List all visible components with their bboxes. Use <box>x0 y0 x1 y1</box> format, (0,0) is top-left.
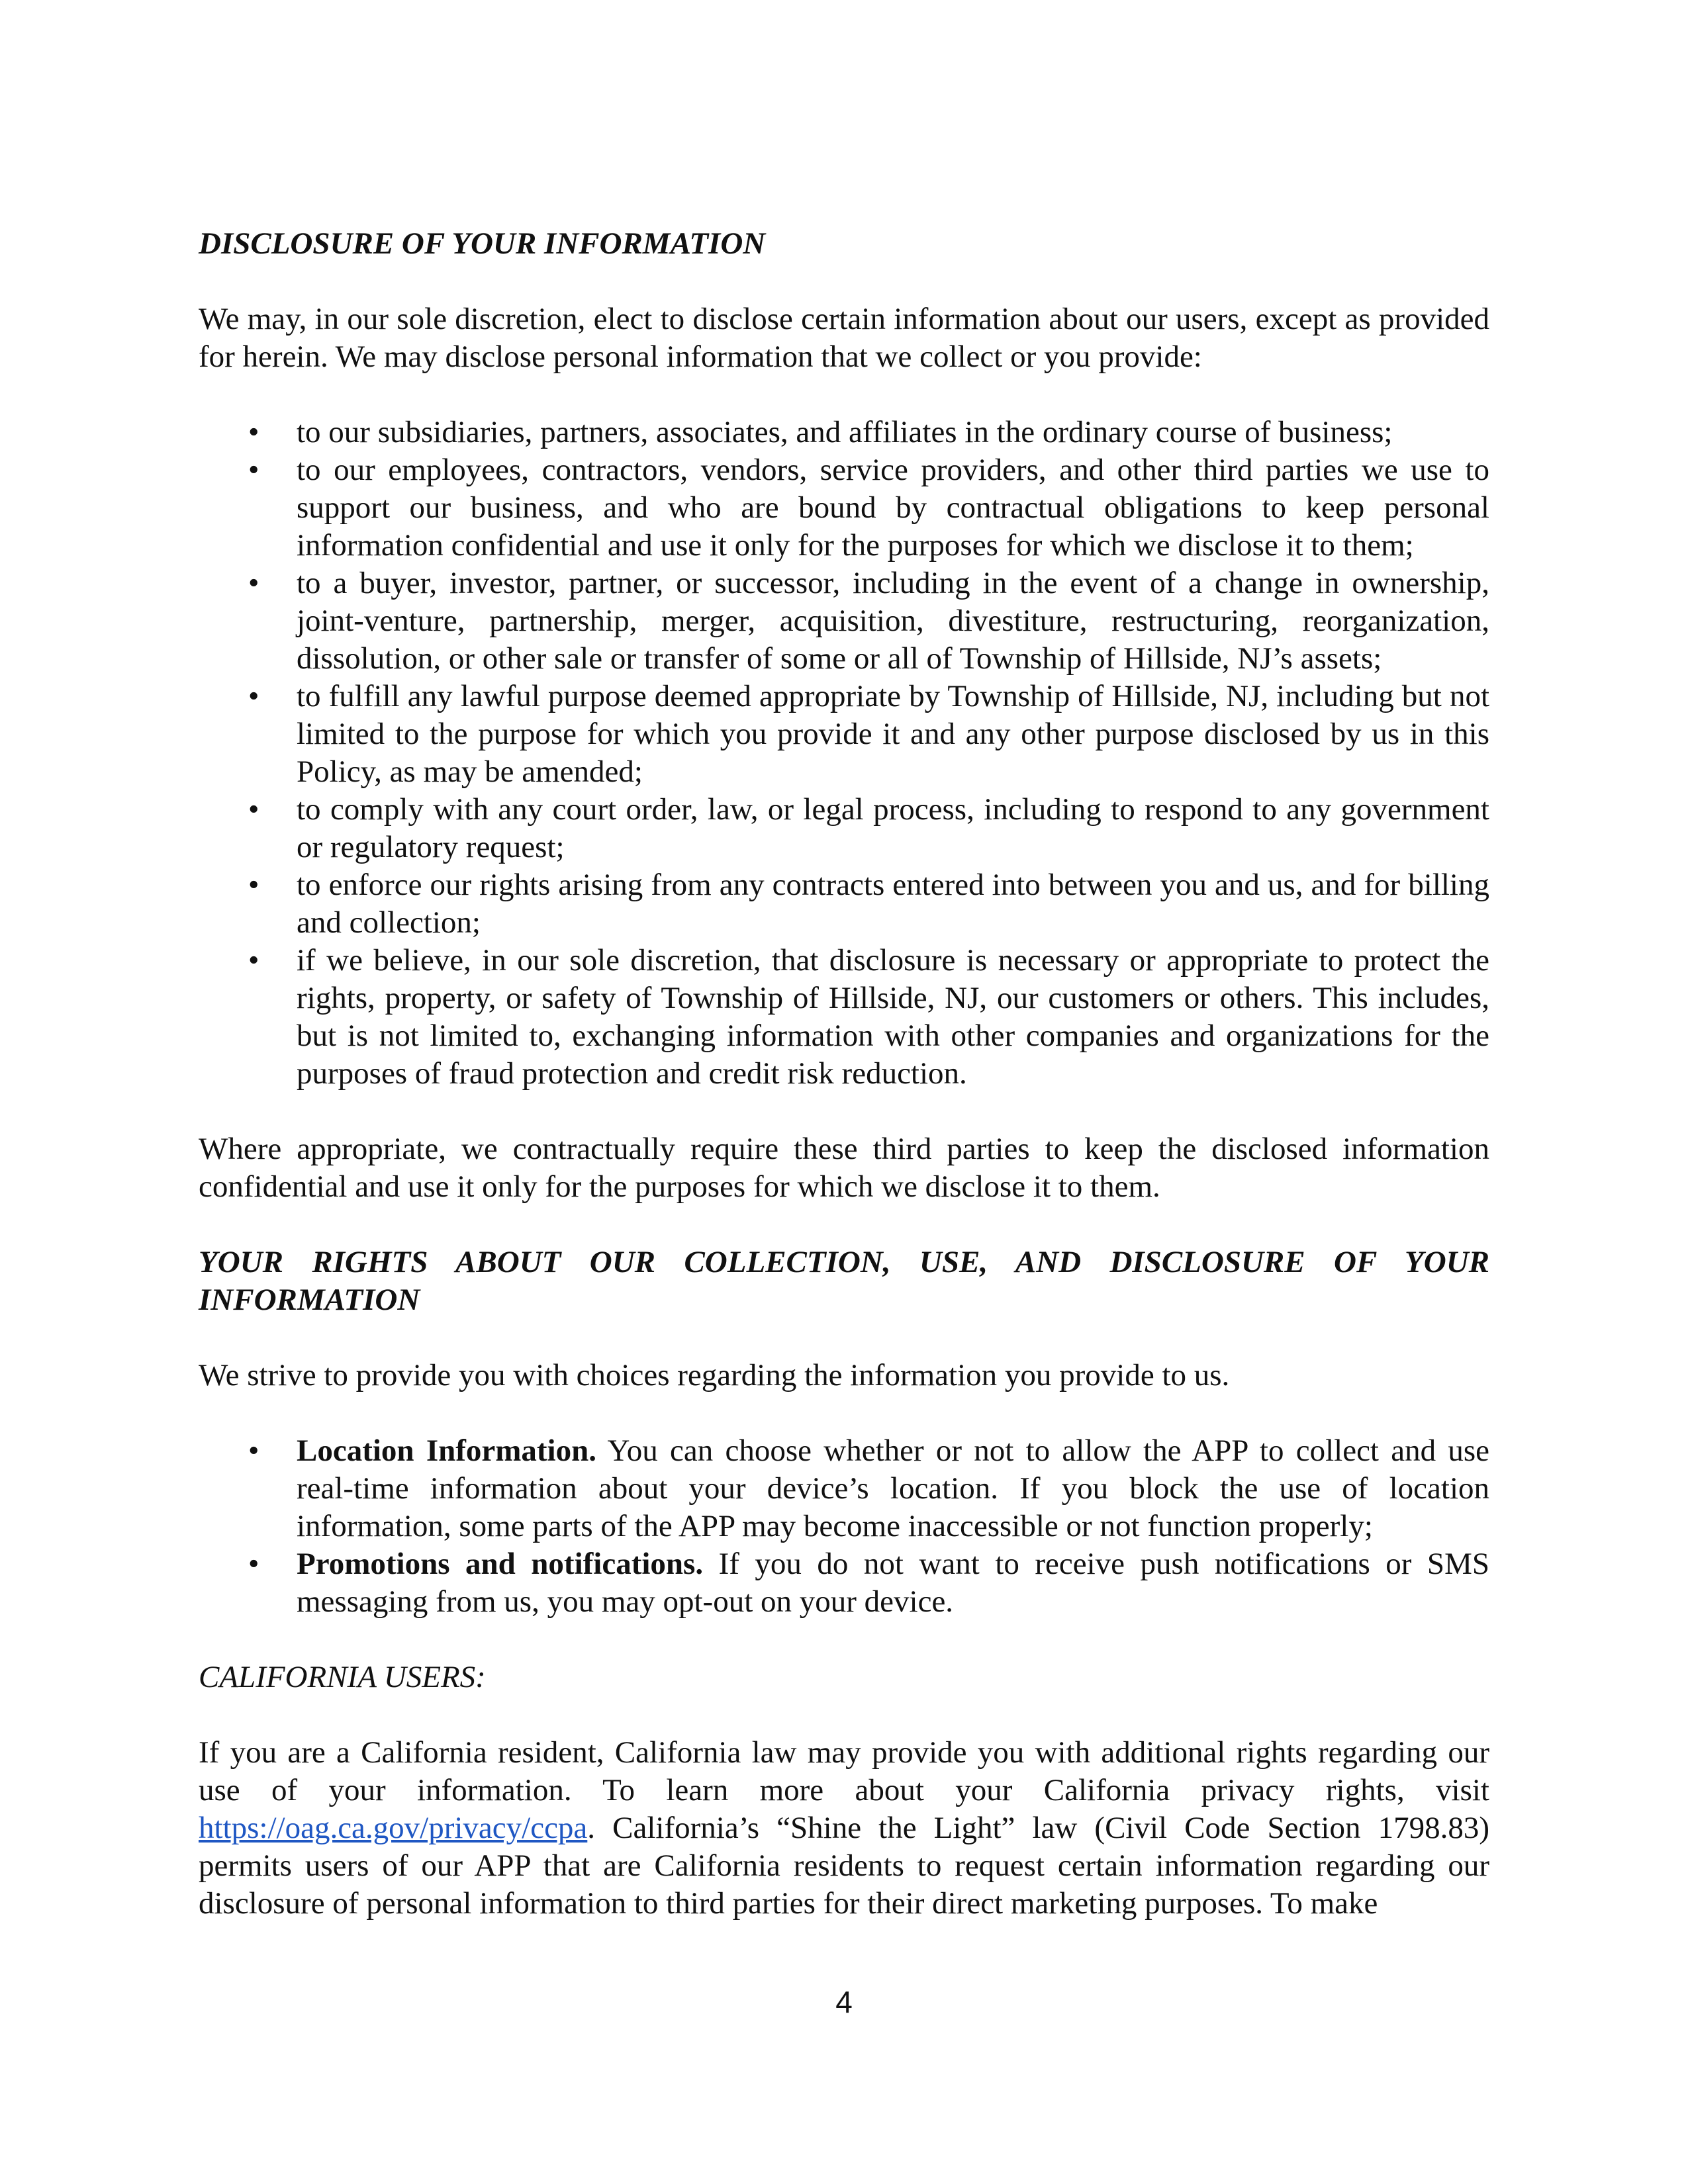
list-item <box>199 791 1489 866</box>
section-heading-disclosure: DISCLOSURE OF YOUR INFORMATION <box>199 226 766 261</box>
section-heading-your-rights: YOUR RIGHTS ABOUT OUR COLLECTION, USE, AND DISCLOSURE OF YOUR INFORMATION <box>199 1245 1489 1317</box>
list-item-lead: Location Information. <box>297 1433 597 1468</box>
rights-intro-paragraph: We strive to provide you with choices regarding the information you provide to us. <box>199 1358 1230 1392</box>
list-item-text: to our employees, contractors, vendors, service providers, and other third parties we use to support our business, and who are bound by contractual obligations to keep personal information confidential and use it only for the purposes for which we disclose it to them; <box>297 453 1489 563</box>
disclosure-intro-paragraph: We may, in our sole discretion, elect to disclose certain information about our users, except as provided for herein. We may disclose personal information that we collect or you provide: <box>199 302 1489 374</box>
list-item-text: If you do not want to receive push notifications or SMS messaging from us, you may opt-out on your device. <box>297 1547 1489 1619</box>
list-item <box>199 565 1489 678</box>
list-item-text: to comply with any court order, law, or legal process, including to respond to any government or regulatory request; <box>297 792 1489 864</box>
list-item-text: to fulfill any lawful purpose deemed appropriate by Township of Hillside, NJ, including but not limited to the purpose for which you provide it and any other purpose disclosed by us in this Policy, as may be amended; <box>297 679 1489 789</box>
california-text-after-link: . California’s “Shine the Light” law (Civil Code Section 1798.83) permits users of our APP that are California residents to request certain information regarding our disclosure of personal information to third parties for their direct marketing purposes. To make <box>199 1811 1489 1921</box>
ccpa-link[interactable]: https://oag.ca.gov/privacy/ccpa <box>199 1811 588 1845</box>
california-text-before-link: If you are a California resident, California law may provide you with additional rights regarding our use of your information. To learn more about your California privacy rights, visit <box>199 1735 1489 1807</box>
section-heading-california-users: CALIFORNIA USERS: <box>199 1660 486 1694</box>
bullet-icon: • <box>248 1547 259 1581</box>
bullet-icon: • <box>248 566 259 600</box>
list-item-lead: Promotions and notifications. <box>297 1547 704 1581</box>
list-item <box>199 866 1489 942</box>
bullet-icon: • <box>248 453 259 487</box>
list-item-text: to a buyer, investor, partner, or successor, including in the event of a change in ownership, joint-venture, partnership, merger, acquisition, divestiture, restructuring, reorganization, dissolution, or other sale or transfer of some or all of Township of Hillside, NJ’s assets; <box>297 566 1489 676</box>
bullet-icon: • <box>248 1433 259 1468</box>
list-item <box>199 451 1489 565</box>
bullet-icon: • <box>248 868 259 902</box>
list-item <box>199 1432 1489 1545</box>
bullet-icon: • <box>248 679 259 713</box>
list-item-text: if we believe, in our sole discretion, that disclosure is necessary or appropriate to protect the rights, property, or safety of Township of Hillside, NJ, our customers or others. This includes, but is not limited to, exchanging information with other companies and organizations for the purposes of fraud protection and credit risk reduction. <box>297 943 1489 1091</box>
list-item-text: to our subsidiaries, partners, associates, and affiliates in the ordinary course of business; <box>297 415 1393 449</box>
bullet-icon: • <box>248 792 259 827</box>
list-item <box>199 414 1489 451</box>
disclosure-closing-paragraph: Where appropriate, we contractually require these third parties to keep the disclosed information confidential and use it only for the purposes for which we disclose it to them. <box>199 1132 1489 1204</box>
rights-bullet-list <box>199 1432 1489 1621</box>
disclosure-bullet-list <box>199 414 1489 1093</box>
page-number: 4 <box>835 1985 853 2019</box>
list-item-text: You can choose whether or not to allow the APP to collect and use real-time information about your device’s location. If you block the use of location information, some parts of the APP may become inaccessible or not function properly; <box>297 1433 1490 1543</box>
california-paragraph <box>199 1734 1489 1923</box>
list-item <box>199 942 1489 1093</box>
list-item <box>199 678 1489 791</box>
list-item <box>199 1545 1489 1621</box>
bullet-icon: • <box>248 943 259 978</box>
bullet-icon: • <box>248 415 259 449</box>
list-item-text: to enforce our rights arising from any contracts entered into between you and us, and for billing and collection; <box>297 868 1489 940</box>
document-page <box>199 225 1489 1960</box>
